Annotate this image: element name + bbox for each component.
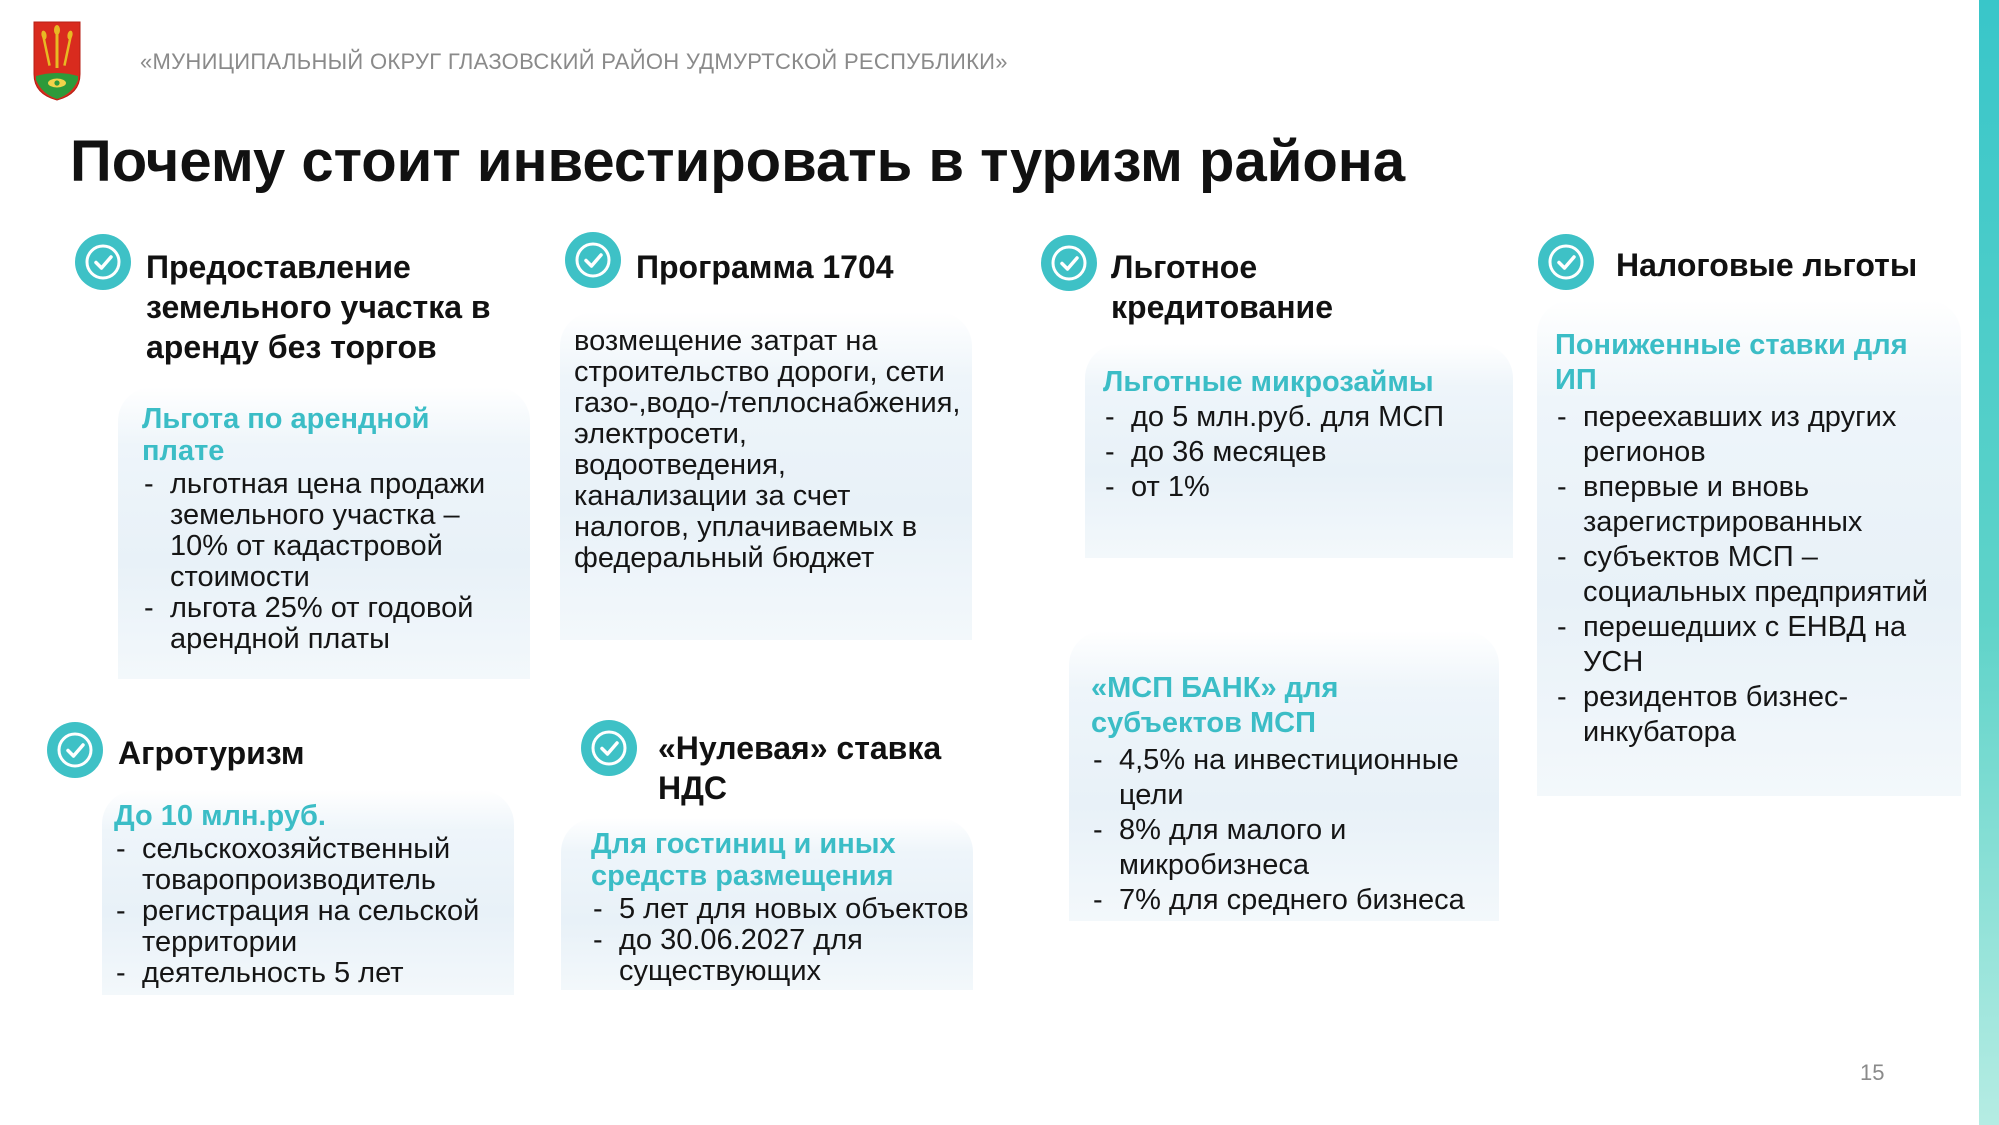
list-item: - переехавших из других регионов (1555, 400, 1953, 470)
check-circle-icon (46, 721, 104, 779)
credit-heading: Льготное кредитование (1111, 249, 1333, 325)
org-header: «МУНИЦИПАЛЬНЫЙ ОКРУГ ГЛАЗОВСКИЙ РАЙОН УДМУРТСКОЙ РЕСПУБЛИКИ» (140, 49, 1008, 74)
check-circle-icon (564, 231, 622, 289)
program-text: возмещение затрат на строительство дороги, сети газо-,водо-/теплоснабжения, электросети, водоотведения, канализации за счет налогов, уплачиваемых в федеральный бюджет (574, 325, 961, 574)
credit-bank-subtitle: «МСП БАНК» для субъектов МСП (1091, 672, 1339, 739)
tax-subtitle: Пониженные ставки для ИП (1555, 329, 1908, 396)
list-item: - льгота 25% от годовой арендной платы (142, 593, 518, 655)
list-item: - впервые и вновь зарегистрированных (1555, 470, 1953, 540)
land-heading: Предоставление земельного участка в аренду без торгов (146, 249, 491, 365)
program-heading: Программа 1704 (636, 249, 894, 285)
list-item: - перешедших с ЕНВД на УСН (1555, 610, 1953, 680)
agro-card (102, 790, 514, 995)
credit-micro-subtitle: Льготные микрозаймы (1103, 366, 1434, 398)
list-item: - 4,5% на инвестиционные цели (1091, 743, 1495, 813)
list-item: - 8% для малого и микробизнеса (1091, 813, 1495, 883)
program-card (560, 312, 972, 640)
list-item: - от 1% (1103, 470, 1503, 505)
check-circle-icon (580, 719, 638, 777)
list-item: - 7% для среднего бизнеса (1091, 883, 1495, 918)
agro-list (114, 834, 508, 989)
check-circle-icon (1040, 234, 1098, 292)
credit-micro-list (1103, 400, 1503, 505)
list-item: - резидентов бизнес-инкубатора (1555, 680, 1953, 750)
list-item: - до 5 млн.руб. для МСП (1103, 400, 1503, 435)
list-item: - деятельность 5 лет (114, 958, 508, 989)
list-item: - льготная цена продажи земельного участка – 10% от кадастровой стоимости (142, 469, 518, 593)
list-item: - 5 лет для новых объектов (591, 894, 969, 925)
list-item: - регистрация на сельской территории (114, 896, 508, 958)
agro-heading: Агротуризм (118, 735, 305, 771)
list-item: - сельскохозяйственный товаропроизводитель (114, 834, 508, 896)
right-accent-bar (1979, 0, 1999, 1125)
list-item: - до 36 месяцев (1103, 435, 1503, 470)
land-subtitle: Льгота по арендной плате (142, 403, 430, 467)
credit-micro-card (1085, 344, 1513, 558)
check-circle-icon (1537, 233, 1595, 291)
vat-subtitle: Для гостиниц и иных средств размещения (591, 828, 896, 892)
list-item: - до 30.06.2027 для существующих (591, 925, 969, 987)
page-title: Почему стоит инвестировать в туризм района (70, 129, 1406, 194)
check-circle-icon (74, 233, 132, 291)
land-list (142, 469, 518, 655)
vat-heading: «Нулевая» ставка НДС (658, 730, 942, 806)
vat-list (591, 894, 969, 987)
vat-card (561, 818, 973, 990)
page-number: 15 (1860, 1060, 1885, 1085)
land-card (118, 387, 530, 679)
tax-card (1537, 300, 1961, 796)
tax-heading: Налоговые льготы (1616, 247, 1918, 283)
agro-subtitle: До 10 млн.руб. (114, 800, 326, 832)
credit-bank-card (1069, 631, 1499, 921)
list-item: - субъектов МСП – социальных предприятий (1555, 540, 1953, 610)
tax-list (1555, 400, 1953, 750)
district-emblem (32, 20, 82, 102)
credit-bank-list (1091, 743, 1495, 918)
